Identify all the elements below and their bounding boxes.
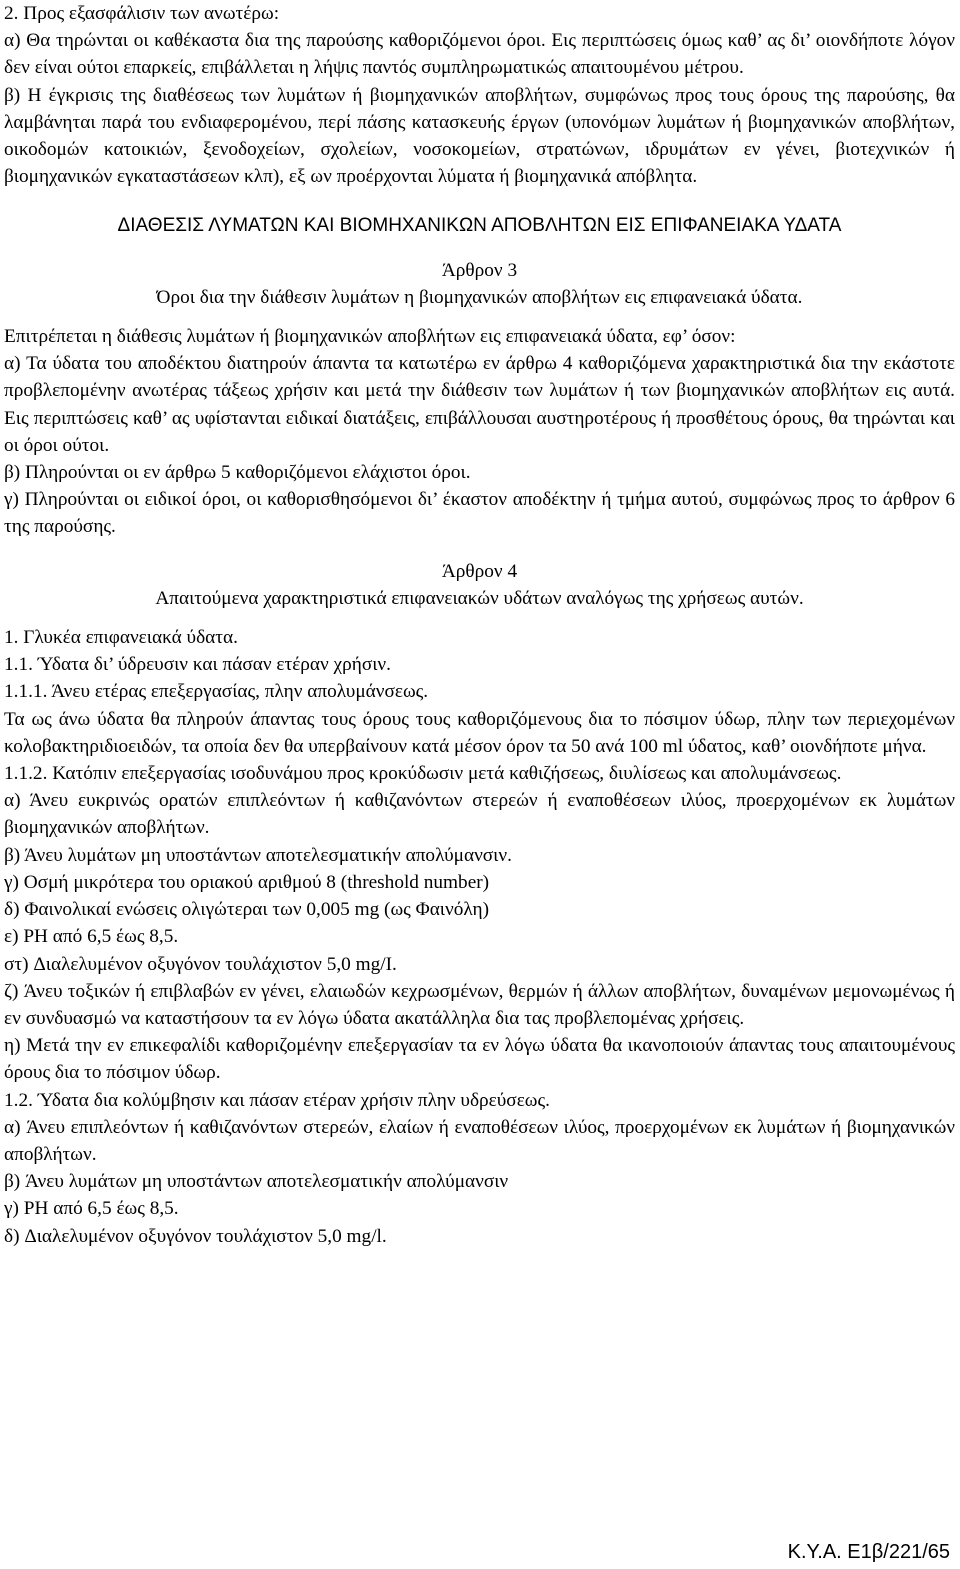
intro-paragraphs: 2. Προς εξασφάλισιν των ανωτέρω: α) Θα τηρώνται οι καθέκαστα δια της παρούσης καθοριζόμενοι όροι. Εις περιπτώσεις όμως καθ’ ας δι’ οιονδήποτε λόγον δεν είναι ούτοι επαρκείς, επιβάλλεται η λήψις παντός συμπληρωματικώς απαιτουμένου μέτρου. β) Η έγκρισις της διαθέσεως των λυμάτων ή βιομηχανικών αποβλήτων, συμφώνως προς τους όρους της παρούσης, θα λαμβάνηται παρά του ενδιαφερομένου, περί πάσης κατασκευής έργων (υπονόμων λυμάτων ή βιομηχανικών αποβλήτων, οικοδομών κατοικιών, ξενοδοχείων, σχολείων, νοσοκομείων, στρατώνων, ιδρυμάτων εν γένει, βιοτεχνικών ή βιομηχανικών εγκαταστάσεων κλπ), εξ ων προέρχονται λύματα ή βιομηχανικά απόβλητα. bbox=[4, 3, 955, 188]
article-3-subtitle: Όροι δια την διάθεσιν λυμάτων η βιομηχανικών αποβλήτων εις επιφανειακά ύδατα. bbox=[156, 286, 803, 308]
article-3-body: Επιτρέπεται η διάθεσις λυμάτων ή βιομηχανικών αποβλήτων εις επιφανειακά ύδατα, εφ’ όσον: α) Τα ύδατα του αποδέκτου διατηρούν άπαντα τα κατωτέρω εν άρθρω 4 καθοριζόμενα χαρακτηριστικά δια την εκάστοτε προβλεπομένην ανωτέρας τάξεως χρήσιν και μετά την διάθεσιν των λυμάτων ή των βιομηχανικών αποβλήτων εις αυτά. Εις περιπτώσεις καθ’ ας υφίστανται ειδικαί διατάξεις, επιβάλλουσαι αυστηροτέρους ή προσθέτους όρους, θα τηρώνται και οι όροι ούτοι. β) Πληρούνται οι εν άρθρω 5 καθοριζόμενοι ελάχιστοι όροι. γ) Πληρούνται οι ειδικοί όροι, οι καθορισθησόμενοι δι’ έκαστον αποδέκτην ή τμήμα αυτού, συμφώνως προς το άρθρον 6 της παρούσης. bbox=[4, 326, 955, 538]
article-3-title: Άρθρον 3 bbox=[441, 259, 518, 281]
article-4-title: Άρθρον 4 bbox=[441, 560, 518, 582]
section-heading: ΔΙΑΘΕΣΙΣ ΛΥΜΑΤΩΝ ΚΑΙ ΒΙΟΜΗΧΑΝΙΚΩΝ ΑΠΟΒΛΗΤΩΝ ΕΙΣ ΕΠΙΦΑΝΕΙΑΚΑ ΥΔΑΤΑ bbox=[117, 215, 842, 237]
article-4-body: 1. Γλυκέα επιφανειακά ύδατα. 1.1. Ύδατα δι’ ύδρευσιν και πάσαν ετέραν χρήσιν. 1.1.1. Άνευ ετέρας επεξεργασίας, πλην απολυμάνσεως. Τα ως άνω ύδατα θα πληρούν άπαντας τους όρους τους καθοριζόμενους δια το πόσιμον ύδωρ, πλην των περιεχομένων κολοβακτηριδιοειδών, τα οποία δεν θα υπερβαίνουν κατά μέσον όρον τα 50 ανά 100 ml ύδατος, καθ’ οιονδήποτε μήνα. 1.1.2. Κατόπιν επεξεργασίας ισοδυνάμου προς κροκύδωσιν μετά καθιζήσεως, διυλίσεως και απολυμάνσεως. α) Άνευ ευκρινώς ορατών επιπλεόντων ή καθιζανόντων στερεών ή εναποθέσεων ιλύος, προερχομένων εκ λυμάτων βιομηχανικών αποβλήτων. β) Άνευ λυμάτων μη υποστάντων αποτελεσματικήν απολύμανσιν. γ) Οσμή μικρότερα του οριακού αριθμού 8 (threshold number) δ) Φαινολικαί ενώσεις ολιγώτεραι των 0,005 mg (ως Φαινόλη) ε) PH από 6,5 έως 8,5. στ) Διαλελυμένον οξυγόνον τουλάχιστον 5,0 mg/I. ζ) Άνευ τοξικών ή επιβλαβών εν γένει, ελαιωδών κεχρωσμένων, θερμών ή άλλων αποβλήτων, δυναμένων μεμονωμένως ή εν συνδυασμώ να καταστήσουν τα εν λόγω ύδατα ακατάλληλα δια τας προβλεπομένας χρήσεις. η) Μετά την εν επικεφαλίδι καθοριζομένην επεξεργασίαν τα εν λόγω ύδατα θα ικανοποιούν άπαντας τους απαιτουμένους όρους δια το πόσιμον ύδωρ. 1.2. Ύδατα δια κολύμβησιν και πάσαν ετέραν χρήσιν πλην υδρεύσεως. α) Άνευ επιπλεόντων ή καθιζανόντων στερεών, ελαίων ή εναποθέσεων ιλύος, προερχομένων εκ λυμάτων ή βιομηχανικών αποβλήτων. β) Άνευ λυμάτων μη υποστάντων αποτελεσματικήν απολύμανσιν γ) PH από 6,5 έως 8,5. δ) Διαλελυμένον οξυγόνον τουλάχιστον 5,0 mg/l. bbox=[4, 627, 955, 1247]
article-4-subtitle: Απαιτούμενα χαρακτηριστικά επιφανειακών υδάτων αναλόγως της χρήσεως αυτών. bbox=[155, 587, 804, 609]
page-footer: Κ.Υ.Α. Ε1β/221/65 bbox=[787, 1541, 950, 1563]
